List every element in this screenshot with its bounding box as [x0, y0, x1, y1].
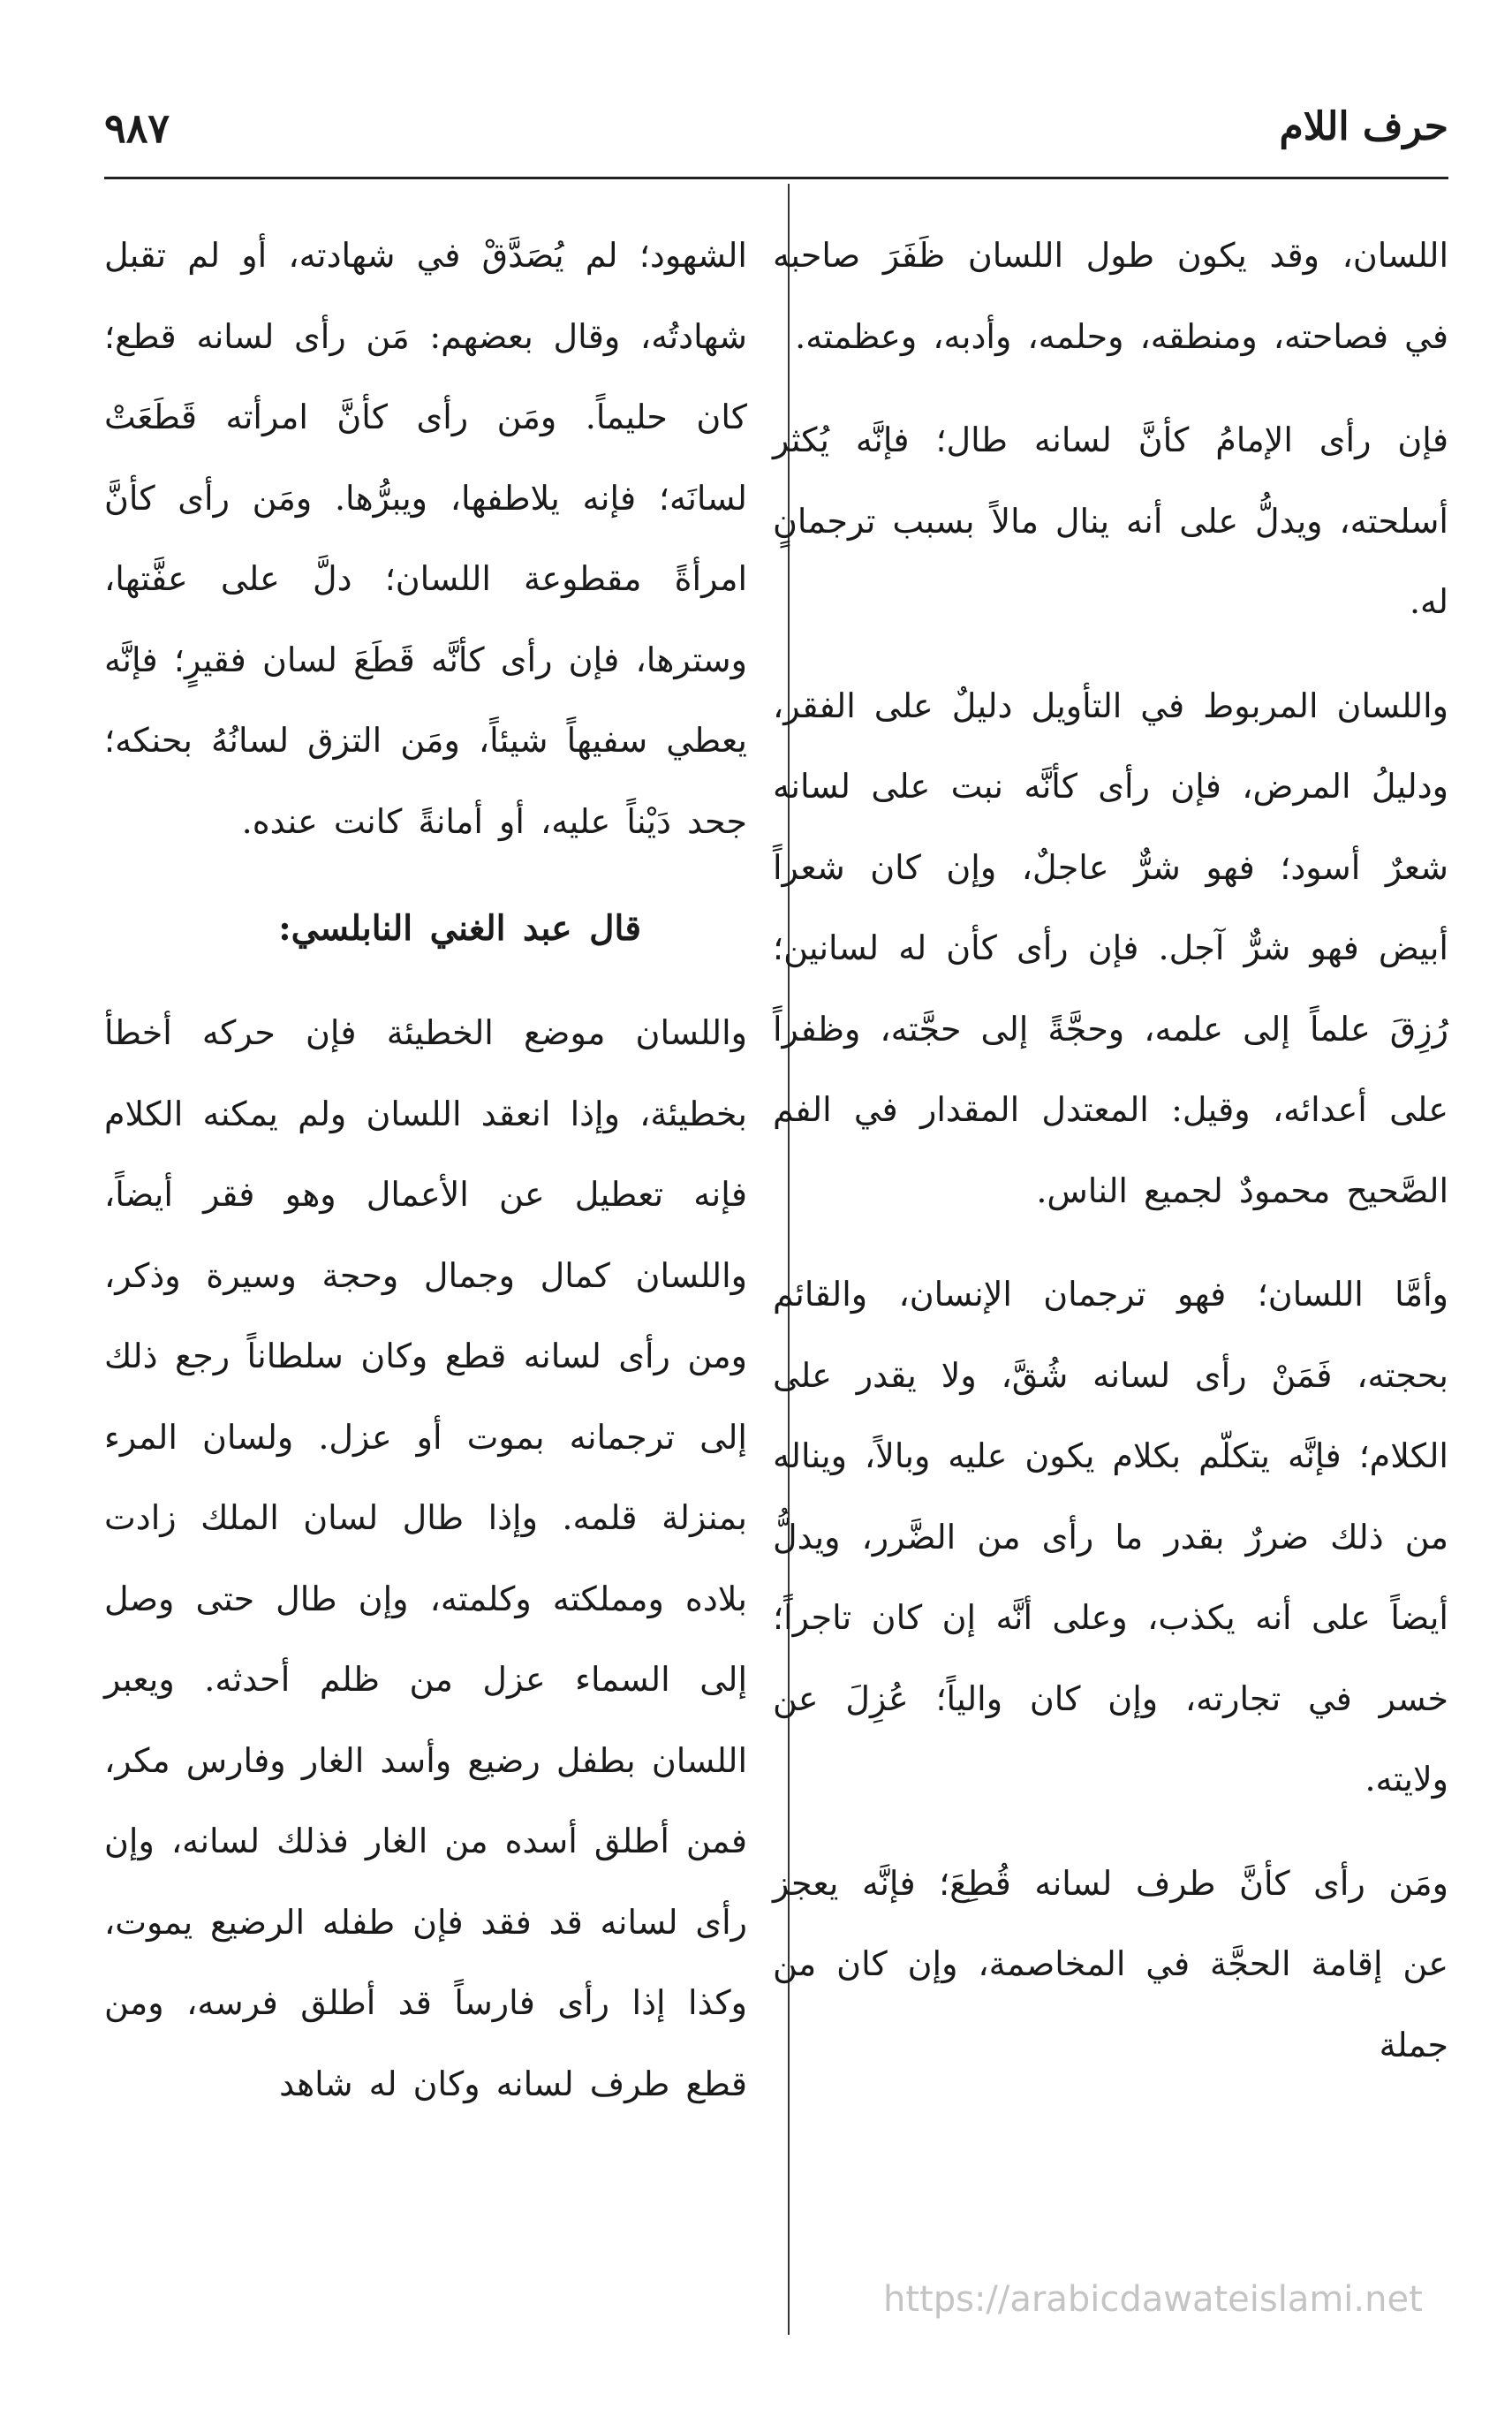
- paragraph: واللسان موضع الخطيئة فإن حركه أخطأ بخطيئة، وإذا انعقد اللسان ولم يمكنه الكلام فإنه تعطيل عن الأعمال وهو فقر أيضاً، واللسان كمال وجمال وحجة وسيرة وذكر، ومن رأى لسانه قطع وكان سلطاناً رجع ذلك إلى ترجمانه بموت أو عزل. ولسان المرء بمنزلة قلمه. وإذا طال لسان الملك زادت بلاده ومملكته وكلمته، وإن طال حتى وصل إلى السماء عزل من ظلم أحدثه. ويعبر اللسان بطفل رضيع وأسد الغار وفارس مكر، فمن أطلق أسده من الغار فذلك لسانه، وإن رأى لسانه قد فقد فإن طفله الرضيع يموت، وكذا إذا رأى فارساً قد أطلق فرسه، ومن قطع طرف لسانه وكان له شاهد: [104, 1013, 747, 2103]
- right-column: [773, 216, 1448, 2086]
- paragraph: الشهود؛ لم يُصَدَّقْ في شهادته، أو لم تقبل شهادتُه، وقال بعضهم: مَن رأى لسانه قطع؛ كان حليماً. ومَن رأى كأنَّ امرأته قَطَعَتْ لسانَه؛ فإنه يلاطفها، ويبرُّها. ومَن رأى كأنَّ امرأةً مقطوعة اللسان؛ دلَّ على عفَّتها، وسترها، فإن رأى كأنَّه قَطَعَ لسان فقيرٍ؛ فإنَّه يعطي سفيهاً شيئاً، ومَن التزق لسانُهُ بحنكه؛ جحد دَيْناً عليه، أو أمانةً كانت عنده.: [104, 236, 747, 841]
- page-header: [104, 104, 1448, 175]
- paragraph: اللسان، وقد يكون طول اللسان ظَفَرَ صاحبه في فصاحته، ومنطقه، وحلمه، وأدبه، وعظمته.: [773, 236, 1448, 356]
- paragraph: وأمَّا اللسان؛ فهو ترجمان الإنسان، والقائم بحجته، فَمَنْ رأى لسانه شُقَّ، ولا يقدر على الكلام؛ فإنَّه يتكلّم بكلام يكون عليه وبالاً، ويناله من ذلك ضررٌ بقدر ما رأى من الضَّرر، ويدلُّ أيضاً على أنه يكذب، وعلى أنَّه إن كان تاجراً؛ خسر في تجارته، وإن كان والياً؛ عُزِلَ عن ولايته.: [773, 1275, 1448, 1799]
- paragraph: واللسان المربوط في التأويل دليلٌ على الفقر، ودليلُ المرض، فإن رأى كأنَّه نبت على لسانه شعرٌ أسود؛ فهو شرٌّ عاجلٌ، وإن كان شعراً أبيض فهو شرٌّ آجل. فإن رأى كأن له لسانين؛ رُزِقَ علماً إلى علمه، وحجَّةً إلى حجَّته، وظفراً على أعدائه، وقيل: المعتدل المقدار في الفم الصَّحيح محمودٌ لجميع الناس.: [773, 686, 1448, 1210]
- running-title: حرف اللام: [1279, 104, 1448, 149]
- watermark-url: https://arabicdawateislami.net: [883, 2279, 1423, 2320]
- page-number: ٩٨٧: [104, 104, 170, 152]
- header-rule: [104, 177, 1448, 179]
- paragraph: فإن رأى الإمامُ كأنَّ لسانه طال؛ فإنَّه يُكثر أسلحته، ويدلُّ على أنه ينال مالاً بسبب ترجمانٍ له.: [773, 420, 1448, 621]
- left-column: [104, 216, 747, 2125]
- paragraph: ومَن رأى كأنَّ طرف لسانه قُطِعَ؛ فإنَّه يعجز عن إقامة الحجَّة في المخاصمة، وإن كان من جملة: [773, 1863, 1448, 2064]
- section-heading: قال عبد الغني النابلسي:: [278, 908, 641, 949]
